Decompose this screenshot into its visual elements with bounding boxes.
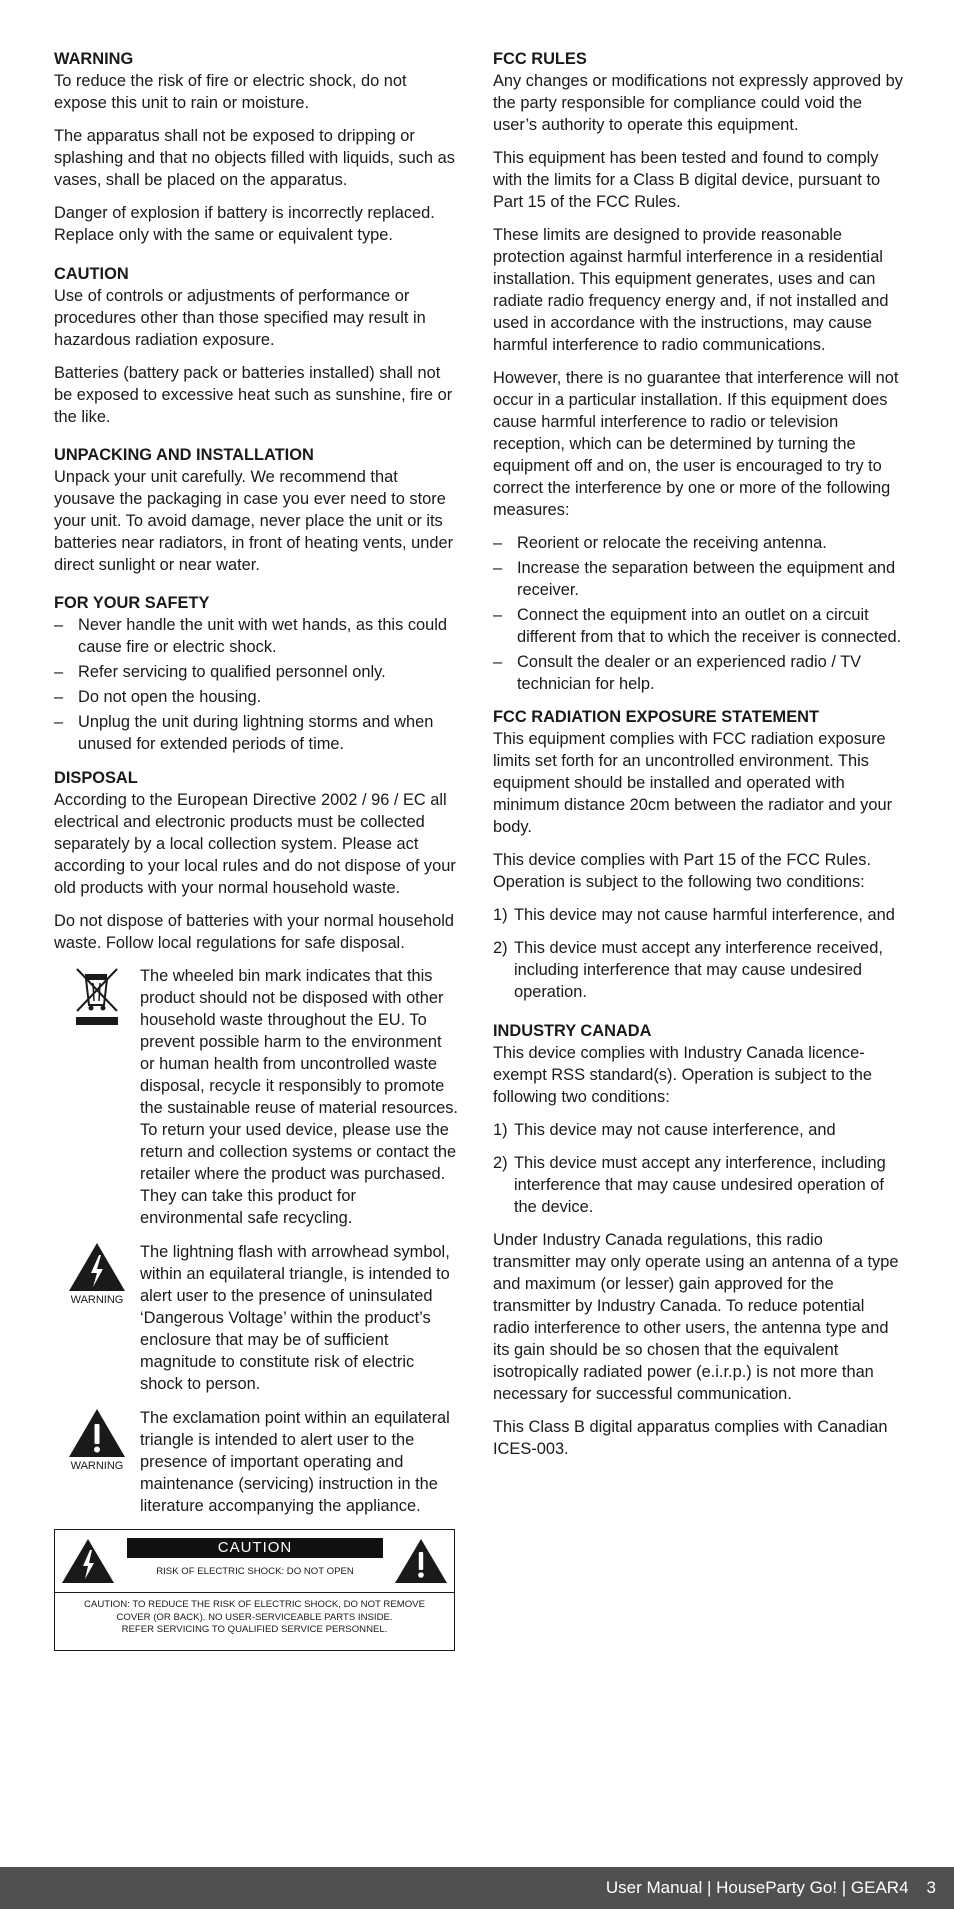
lightning-warning-icon: [67, 1241, 127, 1293]
exclamation-symbol-text: The exclamation point within an equilateral triangle is intended to alert user to the presence of important operating and maintenance (servicing) instruction in the literature accompanying the appliance.: [140, 1409, 450, 1515]
caution-paragraph: Batteries (battery pack or batteries installed) shall not be exposed to excessive heat such as sunshine, fire or the like.: [54, 364, 453, 426]
unpacking-section: [54, 444, 458, 576]
fcc-radiation-paragraph: This device complies with Part 15 of the FCC Rules. Operation is subject to the following two conditions:: [493, 851, 872, 891]
exclamation-warning-icon: [394, 1538, 448, 1584]
unpacking-heading: UNPACKING AND INSTALLATION: [54, 446, 314, 464]
bin-symbol-row: [54, 965, 458, 1229]
list-item: [493, 937, 903, 1003]
industry-canada-intro: This device complies with Industry Canada licence-exempt RSS standard(s). Operation is subject to the following two conditions:: [493, 1044, 872, 1106]
caution-paragraph: Use of controls or adjustments of performance or procedures other than those specified may result in hazardous radiation exposure.: [54, 287, 426, 349]
list-item: – Unplug the unit during lightning storms and when unused for extended periods of time.: [54, 711, 458, 755]
list-item: [493, 1152, 903, 1218]
list-item: – Never handle the unit with wet hands, as this could cause fire or electric shock.: [54, 614, 458, 658]
list-text: This device must accept any interference, including interference that may cause undesired operation of the device.: [514, 1154, 886, 1216]
footer-text-wrap: [606, 1877, 936, 1899]
industry-canada-conditions-list: [493, 1119, 903, 1218]
industry-canada-paragraph: This Class B digital apparatus complies with Canadian ICES-003.: [493, 1418, 888, 1458]
fcc-rules-heading: FCC RULES: [493, 50, 587, 68]
list-number: 1): [493, 906, 508, 924]
list-text: This device may not cause interference, and: [514, 1121, 836, 1139]
caution-box-text: [55, 1599, 454, 1637]
industry-canada-heading: INDUSTRY CANADA: [493, 1022, 652, 1040]
caution-box-title: CAUTION: [127, 1538, 383, 1558]
disposal-paragraph: Do not dispose of batteries with your normal household waste. Follow local regulations for safe disposal.: [54, 912, 454, 952]
lightning-symbol-row: [54, 1241, 458, 1395]
list-item: – Consult the dealer or an experienced radio / TV technician for help.: [493, 651, 903, 695]
fcc-rules-paragraph: However, there is no guarantee that interference will not occur in a particular installation. If this equipment does cause harmful interference to radio or television reception, which can be determined by turning the equipment off and on, the user is encouraged to try to correct the interference by one or more of the following measures:: [493, 369, 899, 519]
fcc-rules-paragraph: These limits are designed to provide reasonable protection against harmful interference in a residential installation. This equipment generates, uses and can radiate radio frequency energy and, if not installed and used in accordance with the instructions, may cause harmful interference to radio communications.: [493, 226, 889, 354]
fcc-rules-paragraph: This equipment has been tested and found to comply with the limits for a Class B digital device, pursuant to Part 15 of the FCC Rules.: [493, 149, 881, 211]
fcc-measures-list: [493, 532, 903, 695]
warning-label: WARNING: [70, 1460, 124, 1472]
fcc-conditions-list: [493, 904, 903, 1003]
exclamation-symbol-row: [54, 1407, 458, 1517]
lightning-symbol-text: The lightning flash with arrowhead symbol, within an equilateral triangle, is intended to alert user to the presence of uninsulated ‘Dangerous Voltage’ within the product’s enclosure that may be of sufficient magnitude to constitute risk of electric shock to person.: [140, 1243, 450, 1393]
list-number: 2): [493, 1154, 508, 1172]
warning-paragraph: Danger of explosion if battery is incorrectly replaced. Replace only with the same or equivalent type.: [54, 204, 435, 244]
caution-label-box: [54, 1529, 455, 1651]
lightning-icon-wrap: [54, 1241, 140, 1395]
exclamation-icon-wrap: [54, 1407, 140, 1517]
caution-box-header: [55, 1530, 454, 1593]
caution-section: [54, 263, 458, 428]
warning-paragraph: To reduce the risk of fire or electric shock, do not expose this unit to rain or moisture.: [54, 72, 407, 112]
list-item: [493, 904, 903, 926]
list-number: 2): [493, 939, 508, 957]
disposal-heading: DISPOSAL: [54, 769, 138, 787]
fcc-radiation-heading: FCC RADIATION EXPOSURE STATEMENT: [493, 708, 819, 726]
warning-label: WARNING: [70, 1294, 124, 1306]
fcc-radiation-paragraph: This equipment complies with FCC radiation exposure limits set forth for an uncontrolled environment. This equipment should be installed and operated with minimum distance 20cm between the radiator and your body.: [493, 730, 893, 836]
warning-paragraph: The apparatus shall not be exposed to dripping or splashing and that no objects filled with liquids, such as vases, shall be placed on the apparatus.: [54, 127, 455, 189]
page-number: 3: [926, 1878, 936, 1897]
exclamation-warning-icon: [67, 1407, 127, 1459]
list-item: – Connect the equipment into an outlet on a circuit different from that to which the receiver is connected.: [493, 604, 903, 648]
warning-heading: WARNING: [54, 50, 134, 68]
bin-symbol-text: The wheeled bin mark indicates that this product should not be disposed with other household waste throughout the EU. To prevent possible harm to the environment or human health from uncontrolled waste disposal, recycle it responsibly to promote the sustainable reuse of material resources. To return your used device, please use the return and collection systems or contact the retailer where the product was purchased. They can take this product for environmental safe recycling.: [140, 967, 458, 1227]
lightning-warning-icon: [61, 1538, 115, 1584]
list-item: [493, 1119, 903, 1141]
caution-heading: CAUTION: [54, 265, 129, 283]
safety-list: [54, 614, 458, 755]
right-column: [493, 48, 903, 1460]
list-item: – Reorient or relocate the receiving antenna.: [493, 532, 903, 554]
list-item: – Refer servicing to qualified personnel only.: [54, 661, 458, 683]
caution-box-line: REFER SERVICING TO QUALIFIED SERVICE PERSONNEL.: [121, 1624, 388, 1635]
fcc-radiation-section: [493, 706, 903, 1003]
list-text: This device may not cause harmful interference, and: [514, 906, 895, 924]
left-column: [54, 48, 458, 1651]
fcc-rules-paragraph: Any changes or modifications not expressly approved by the party responsible for compliance could void the user’s authority to operate this equipment.: [493, 72, 903, 134]
list-item: – Do not open the housing.: [54, 686, 458, 708]
warning-section: [54, 48, 458, 246]
page-footer: [0, 1867, 954, 1909]
unpacking-paragraph: Unpack your unit carefully. We recommend that yousave the packaging in case you ever need to store your unit. To avoid damage, never place the unit or its batteries near radiators, in front of heating vents, under direct sunlight or near water.: [54, 468, 454, 574]
list-item: – Increase the separation between the equipment and receiver.: [493, 557, 903, 601]
industry-canada-section: [493, 1020, 903, 1460]
safety-heading: FOR YOUR SAFETY: [54, 594, 210, 612]
bin-icon-wrap: [54, 965, 140, 1229]
disposal-section: [54, 767, 458, 954]
list-text: This device must accept any interference received, including interference that may cause undesired operation.: [514, 939, 883, 1001]
caution-box-line: COVER (OR BACK). NO USER-SERVICEABLE PARTS INSIDE.: [116, 1611, 393, 1623]
footer-title: User Manual | HouseParty Go! | GEAR4: [605, 1878, 909, 1897]
fcc-rules-section: [493, 48, 903, 695]
disposal-paragraph: According to the European Directive 2002 / 96 / EC all electrical and electronic products must be collected separately by a local collection system. Please act according to your local rules and do not dispose of your old products with your normal household waste.: [54, 791, 456, 897]
caution-box-subtitle: RISK OF ELECTRIC SHOCK: DO NOT OPEN: [156, 1566, 354, 1577]
safety-section: [54, 592, 458, 755]
list-number: 1): [493, 1121, 508, 1139]
caution-box-line: CAUTION: TO REDUCE THE RISK OF ELECTRIC SHOCK, DO NOT REMOVE: [84, 1599, 425, 1610]
industry-canada-paragraph: Under Industry Canada regulations, this radio transmitter may only operate using an antenna of a type and maximum (or lesser) gain approved for the transmitter by Industry Canada. To reduce potential radio interference to other users, the antenna type and its gain should be so chosen that the equivalent isotropically radiated power (e.i.r.p.) is not more than necessary for successful communication.: [493, 1231, 899, 1403]
crossed-bin-icon: [73, 965, 121, 1027]
